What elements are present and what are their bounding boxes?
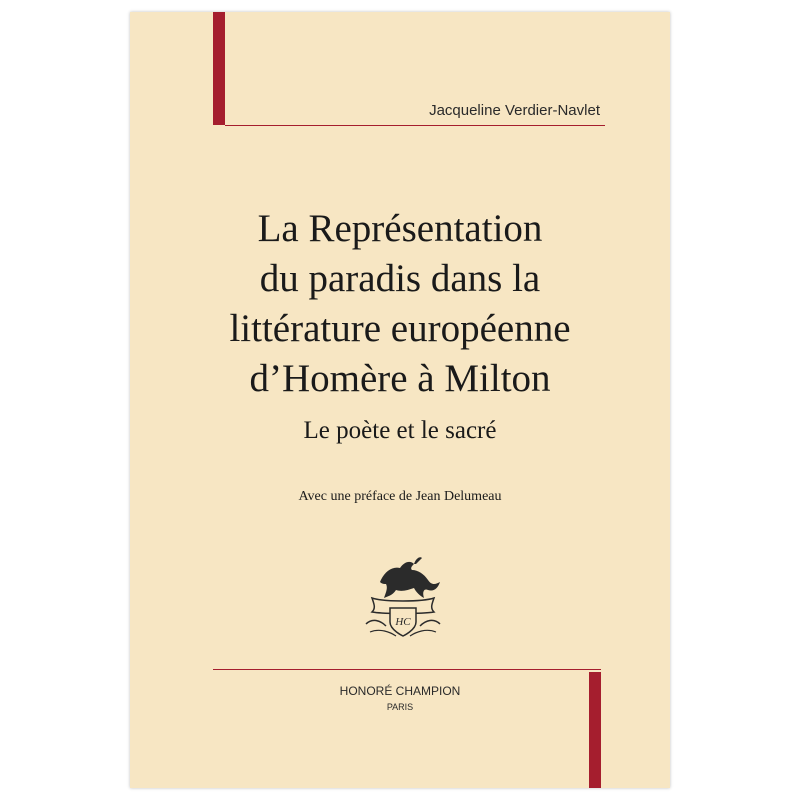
emblem-monogram: HC <box>395 616 411 628</box>
bottom-divider <box>213 669 601 670</box>
title-line: d’Homère à Milton <box>249 357 551 400</box>
rearing-horse-emblem-icon <box>360 552 446 640</box>
author-name: Jacqueline Verdier-Navlet <box>429 102 600 119</box>
preface-credit: Avec une préface de Jean Delumeau <box>298 489 502 504</box>
title-line: littérature européenne <box>229 307 571 350</box>
top-divider <box>225 125 605 126</box>
bottom-accent-bar <box>589 672 601 788</box>
publisher-city: PARIS <box>386 702 414 712</box>
book-title <box>170 204 630 404</box>
title-line: La Représentation <box>257 207 543 250</box>
book-subtitle: Le poète et le sacré <box>303 417 497 444</box>
publisher-name: HONORÉ CHAMPION <box>339 684 461 698</box>
top-accent-bar <box>213 12 225 125</box>
title-line: du paradis dans la <box>259 257 541 300</box>
book-cover <box>130 12 670 788</box>
